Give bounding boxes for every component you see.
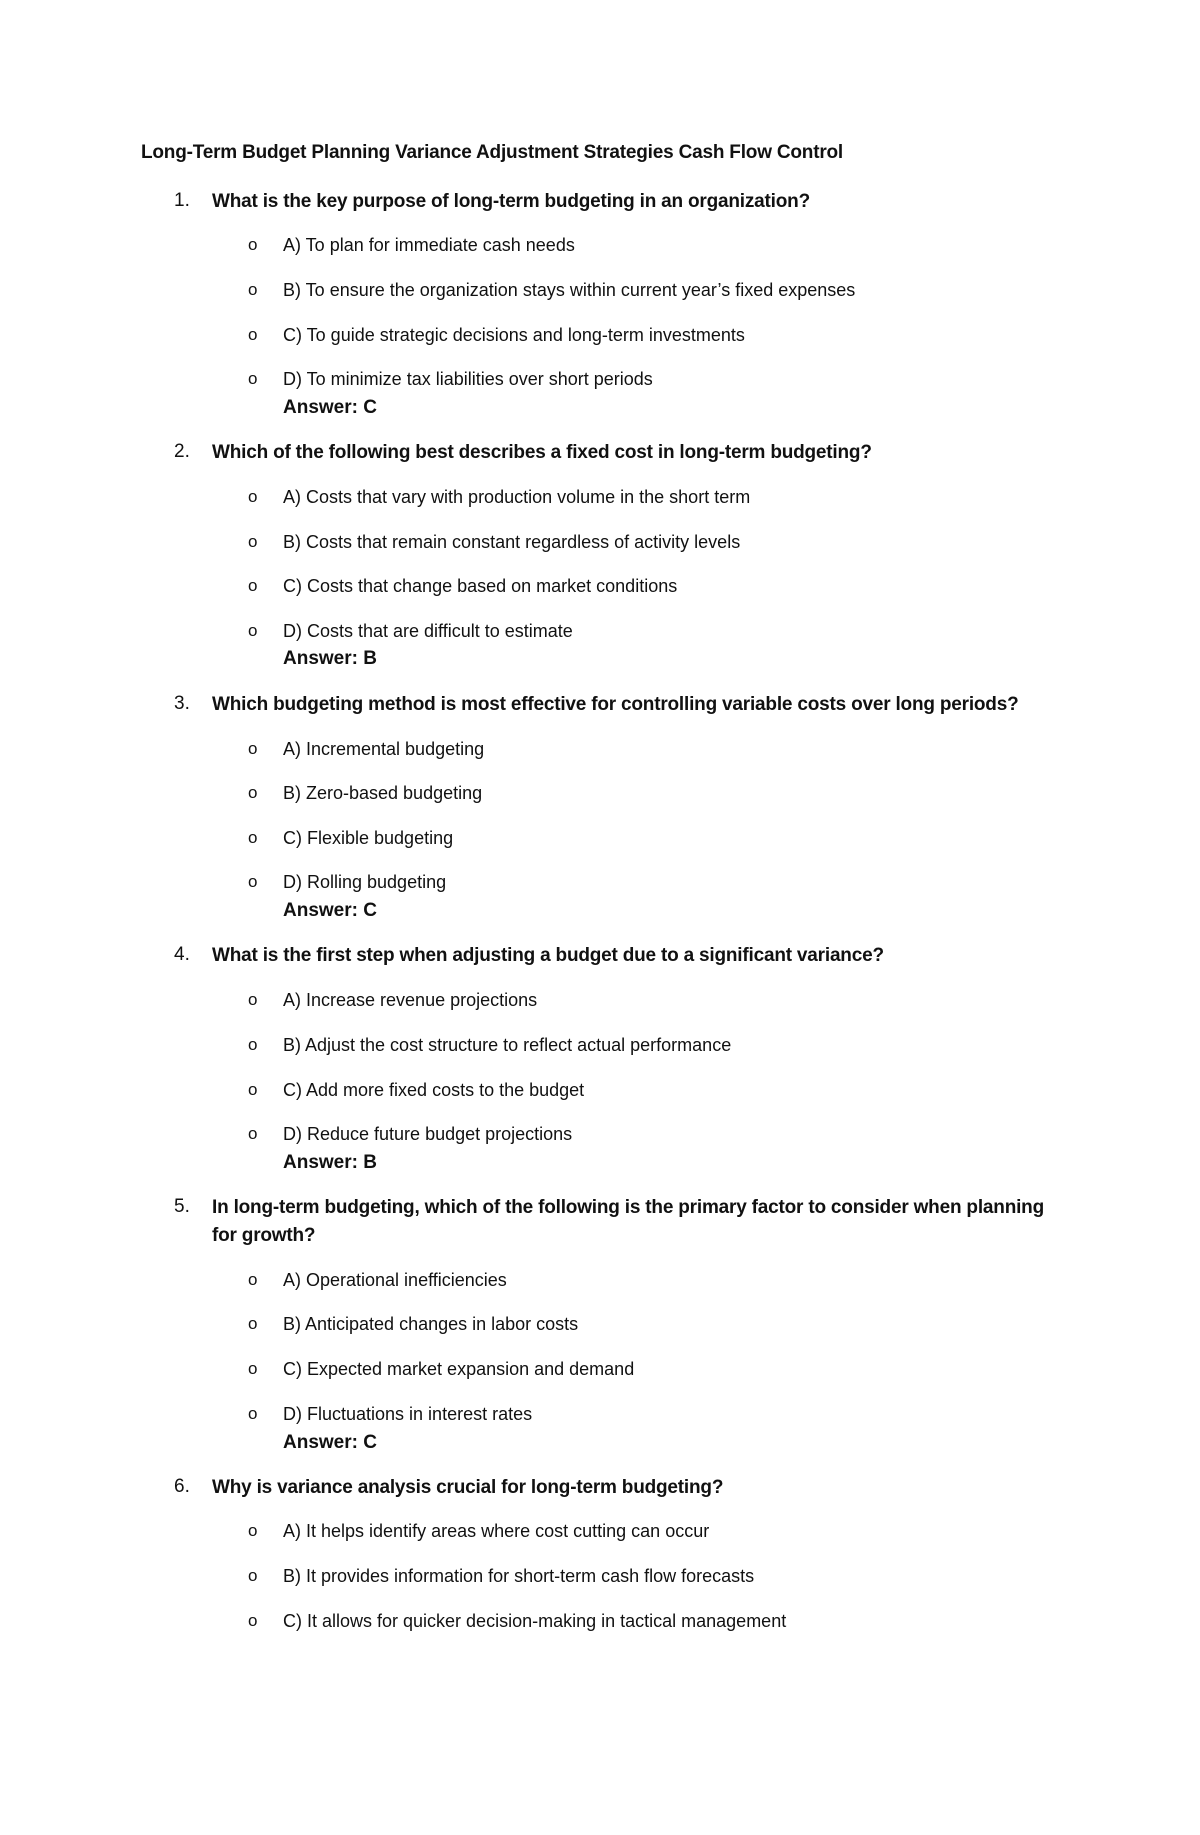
answer-label: Answer: B: [283, 648, 377, 669]
option-item: [0, 1401, 1200, 1427]
option-item: [0, 1608, 1200, 1634]
option-item: [0, 1267, 1200, 1293]
option-text: D) Rolling budgeting: [283, 872, 447, 892]
bullet-marker: o: [248, 739, 258, 758]
option-item: [0, 573, 1200, 599]
bullet-marker: o: [248, 1314, 258, 1333]
bullet-marker: o: [248, 325, 258, 344]
option-item: [0, 618, 1200, 644]
question-number: 3.: [174, 693, 190, 714]
bullet-marker: o: [248, 235, 258, 254]
option-text: A) Costs that vary with production volume in the short term: [283, 487, 751, 507]
option-text: A) Increase revenue projections: [283, 990, 538, 1010]
question-number: 6.: [174, 1476, 190, 1497]
option-item: [0, 1518, 1200, 1544]
option-text: B) It provides information for short-term cash flow forecasts: [283, 1566, 755, 1586]
bullet-marker: o: [248, 1124, 258, 1143]
option-text: A) Incremental budgeting: [283, 739, 485, 759]
answer-label: Answer: C: [283, 900, 377, 921]
option-text: C) Costs that change based on market conditions: [283, 576, 678, 596]
document-title: Long-Term Budget Planning Variance Adjustment Strategies Cash Flow Control: [141, 142, 843, 163]
question-number: 5.: [174, 1196, 190, 1217]
question-text: In long-term budgeting, which of the following is the primary factor to consider when planning for growth?: [212, 1197, 1044, 1246]
question-text: Which budgeting method is most effective for controlling variable costs over long periods?: [212, 694, 1019, 715]
option-text: A) Operational inefficiencies: [283, 1270, 507, 1290]
question-text: Which of the following best describes a fixed cost in long-term budgeting?: [212, 442, 872, 463]
question-text: What is the key purpose of long-term budgeting in an organization?: [212, 191, 810, 212]
option-text: B) Anticipated changes in labor costs: [283, 1314, 579, 1334]
question-text: Why is variance analysis crucial for long-term budgeting?: [212, 1477, 724, 1498]
option-text: B) To ensure the organization stays within current year’s fixed expenses: [283, 280, 856, 300]
option-item: [0, 322, 1200, 348]
bullet-marker: o: [248, 280, 258, 299]
option-item: [0, 1356, 1200, 1382]
option-item: [0, 277, 1200, 303]
bullet-marker: o: [248, 828, 258, 847]
option-text: A) It helps identify areas where cost cutting can occur: [283, 1521, 710, 1541]
bullet-marker: o: [248, 1080, 258, 1099]
option-item: [0, 825, 1200, 851]
option-text: D) Fluctuations in interest rates: [283, 1404, 533, 1424]
answer-label: Answer: C: [283, 397, 377, 418]
option-text: A) To plan for immediate cash needs: [283, 235, 575, 255]
option-item: [0, 232, 1200, 258]
option-text: B) Zero-based budgeting: [283, 783, 483, 803]
option-text: D) To minimize tax liabilities over short periods: [283, 369, 653, 389]
option-text: C) To guide strategic decisions and long-term investments: [283, 325, 745, 345]
question-text: What is the first step when adjusting a budget due to a significant variance?: [212, 945, 884, 966]
bullet-marker: o: [248, 487, 258, 506]
option-item: [0, 366, 1200, 392]
bullet-marker: o: [248, 1359, 258, 1378]
bullet-marker: o: [248, 783, 258, 802]
bullet-marker: o: [248, 576, 258, 595]
option-item: [0, 1032, 1200, 1058]
bullet-marker: o: [248, 1404, 258, 1423]
answer-label: Answer: C: [283, 1432, 377, 1453]
option-text: C) Flexible budgeting: [283, 828, 454, 848]
option-text: C) Expected market expansion and demand: [283, 1359, 635, 1379]
bullet-marker: o: [248, 532, 258, 551]
option-text: D) Reduce future budget projections: [283, 1124, 573, 1144]
option-item: [0, 484, 1200, 510]
question-number: 1.: [174, 190, 190, 211]
bullet-marker: o: [248, 872, 258, 891]
option-text: D) Costs that are difficult to estimate: [283, 621, 573, 641]
option-item: [0, 736, 1200, 762]
option-item: [0, 780, 1200, 806]
bullet-marker: o: [248, 1521, 258, 1540]
answer-label: Answer: B: [283, 1152, 377, 1173]
option-item: [0, 529, 1200, 555]
question-number: 4.: [174, 944, 190, 965]
bullet-marker: o: [248, 1566, 258, 1585]
bullet-marker: o: [248, 621, 258, 640]
bullet-marker: o: [248, 1270, 258, 1289]
bullet-marker: o: [248, 1035, 258, 1054]
option-text: C) Add more fixed costs to the budget: [283, 1080, 585, 1100]
option-item: [0, 1311, 1200, 1337]
bullet-marker: o: [248, 990, 258, 1009]
question-number: 2.: [174, 441, 190, 462]
bullet-marker: o: [248, 1611, 258, 1630]
option-item: [0, 1121, 1200, 1147]
option-text: C) It allows for quicker decision-making in tactical management: [283, 1611, 787, 1631]
option-text: B) Costs that remain constant regardless of activity levels: [283, 532, 741, 552]
option-item: [0, 1077, 1200, 1103]
option-item: [0, 987, 1200, 1013]
option-item: [0, 1563, 1200, 1589]
option-item: [0, 869, 1200, 895]
option-text: B) Adjust the cost structure to reflect actual performance: [283, 1035, 732, 1055]
bullet-marker: o: [248, 369, 258, 388]
